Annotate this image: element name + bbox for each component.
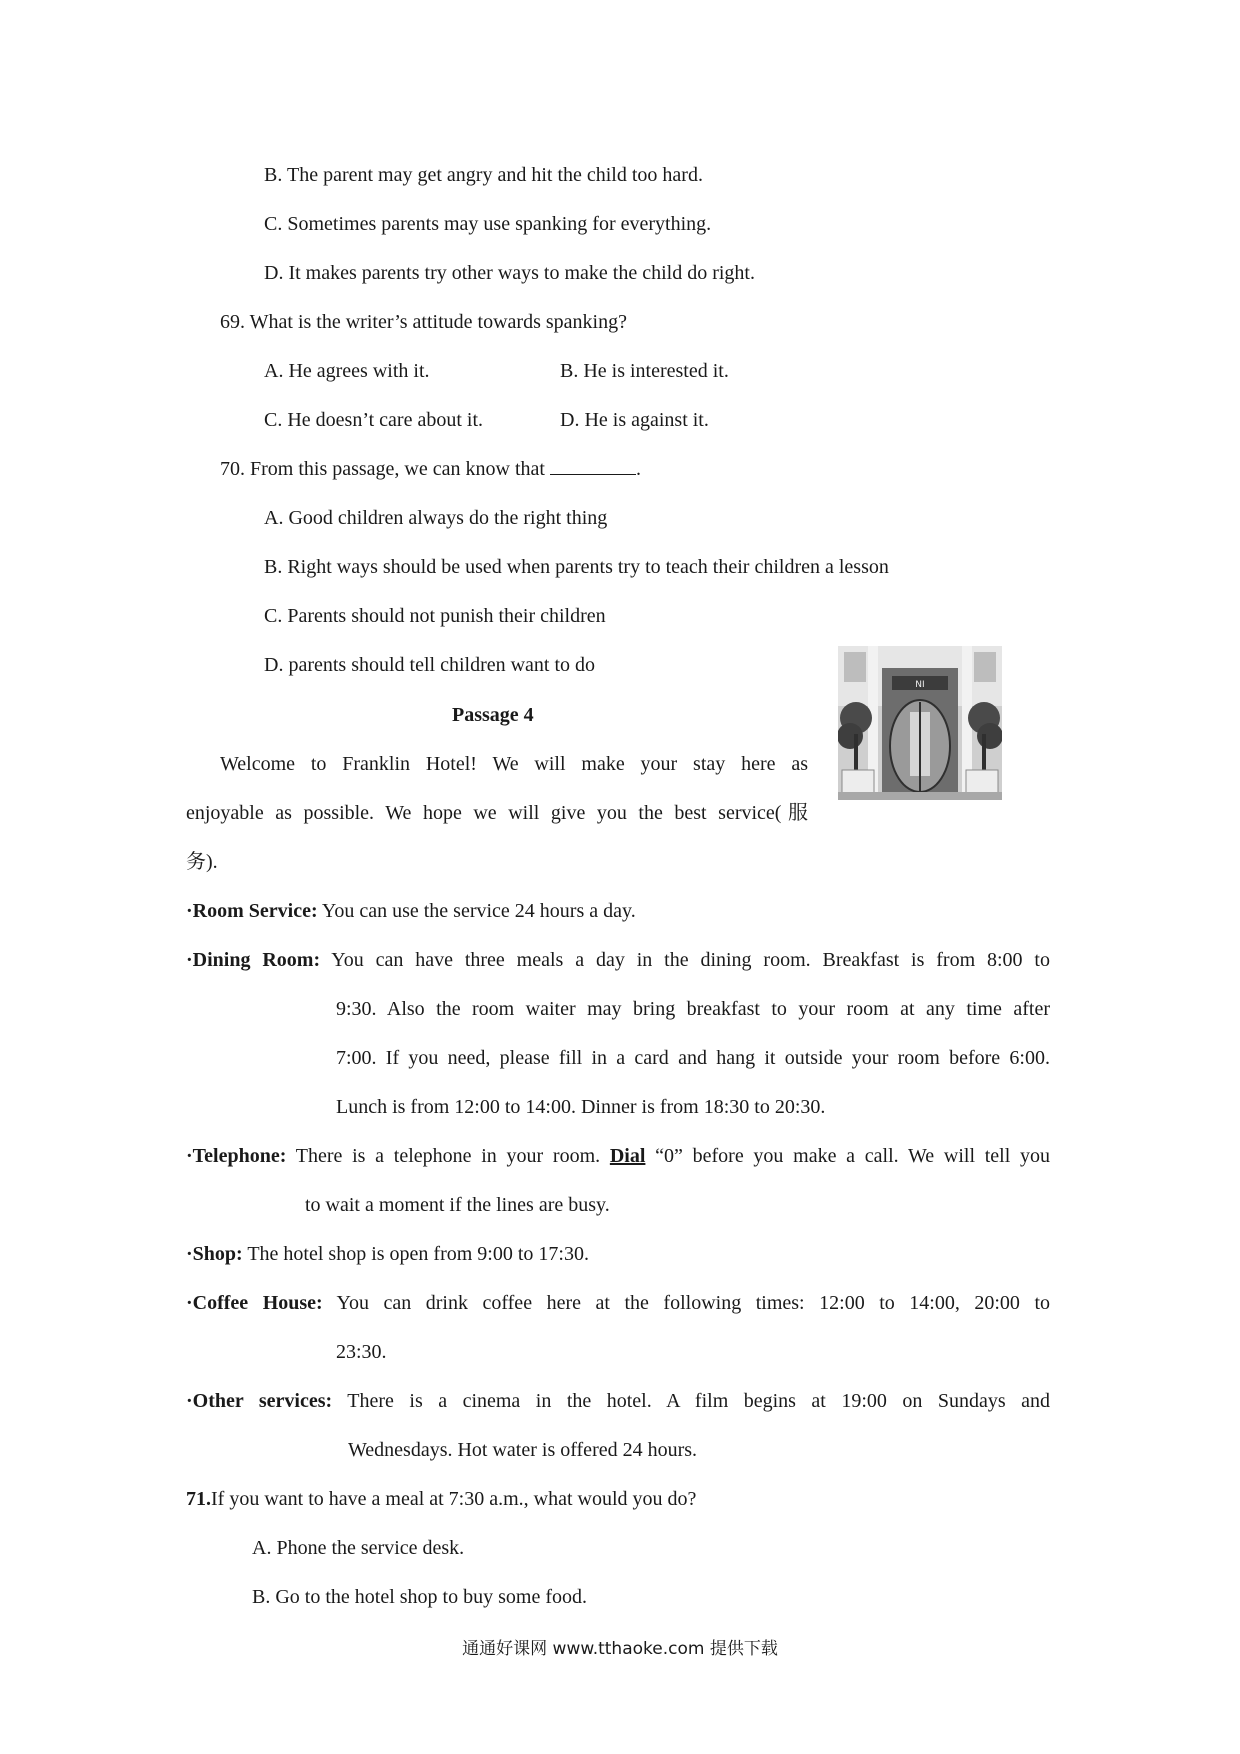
coffee-house-line-2: 23:30.: [336, 1341, 387, 1363]
telephone-label: ·Telephone:: [186, 1145, 287, 1167]
dining-room-line-3: 7:00. If you need, please fill in a card and hang it outside your room before 6:00.: [336, 1047, 1050, 1069]
other-services-line-1: There is a cinema in the hotel. A film begins at 19:00 on Sundays and: [332, 1390, 1050, 1412]
dining-room-label: ·Dining Room:: [186, 949, 321, 971]
q71-option-a: A. Phone the service desk.: [252, 1537, 465, 1559]
page-footer: 通通好课网 www.tthaoke.com 提供下载: [462, 1639, 778, 1659]
answer-blank: [550, 458, 636, 475]
shop-text: The hotel shop is open from 9:00 to 17:30.: [242, 1243, 589, 1265]
room-service-text: You can use the service 24 hours a day.: [317, 900, 636, 922]
q70-stem-text: 70. From this passage, we can know that: [220, 458, 550, 480]
dining-room-line-2: 9:30. Also the room waiter may bring breakfast to your room at any time after: [336, 998, 1050, 1020]
coffee-house-line-1: You can drink coffee here at the following times: 12:00 to 14:00, 20:00 to: [322, 1292, 1051, 1314]
q70-option-c: C. Parents should not punish their children: [264, 605, 606, 627]
q69-option-c: C. He doesn’t care about it.: [264, 409, 484, 431]
passage-title: Passage 4: [452, 704, 534, 726]
telephone-text-after: “0” before you make a call. We will tell you: [645, 1145, 1050, 1167]
coffee-house-item: [186, 1291, 1050, 1315]
q68-option-d: D. It makes parents try other ways to make the child do right.: [264, 262, 755, 284]
q71-stem: [186, 1487, 696, 1511]
coffee-house-label: ·Coffee House:: [186, 1292, 323, 1314]
q69-option-d: D. He is against it.: [560, 409, 709, 431]
q71-number: 71.: [186, 1488, 211, 1510]
q70-option-d: D. parents should tell children want to do: [264, 654, 596, 676]
q71-option-b: B. Go to the hotel shop to buy some food.: [252, 1586, 587, 1608]
dining-room-line-4: Lunch is from 12:00 to 14:00. Dinner is from 18:30 to 20:30.: [336, 1096, 826, 1118]
q69-option-a: A. He agrees with it.: [264, 360, 430, 382]
q68-option-c: C. Sometimes parents may use spanking for everything.: [264, 213, 712, 235]
shop-label: ·Shop:: [186, 1243, 243, 1265]
q70-stem: [220, 457, 641, 481]
dial-keyword: Dial: [609, 1145, 646, 1167]
room-service-label: ·Room Service:: [186, 900, 318, 922]
telephone-item: [186, 1144, 1050, 1168]
q68-option-b: B. The parent may get angry and hit the child too hard.: [264, 164, 703, 186]
q71-stem-text: If you want to have a meal at 7:30 a.m., what would you do?: [211, 1488, 697, 1510]
intro-line-1: Welcome to Franklin Hotel! We will make your stay here as: [220, 753, 808, 775]
q69-option-b: B. He is interested it.: [560, 360, 729, 382]
hotel-entrance-photo: [838, 646, 1002, 800]
q70-option-b: B. Right ways should be used when parents try to teach their children a lesson: [264, 556, 889, 578]
dining-room-item: [186, 948, 1050, 972]
q70-stem-end: .: [635, 458, 641, 480]
intro-line-3: 务).: [186, 851, 218, 873]
q69-stem: 69. What is the writer’s attitude towards spanking?: [220, 311, 627, 333]
other-services-line-2: Wednesdays. Hot water is offered 24 hours.: [348, 1439, 698, 1461]
room-service-item: [186, 899, 636, 923]
other-services-label: ·Other services:: [186, 1390, 333, 1412]
q70-option-a: A. Good children always do the right thing: [264, 507, 608, 529]
telephone-line-2: to wait a moment if the lines are busy.: [305, 1194, 610, 1216]
shop-item: [186, 1242, 589, 1266]
telephone-text-before: There is a telephone in your room.: [286, 1145, 610, 1167]
entrance-sign-text: NI: [915, 680, 925, 690]
other-services-item: [186, 1389, 1050, 1413]
intro-line-2: enjoyable as possible. We hope we will give you the best service(服: [186, 802, 808, 824]
dining-room-line-1: You can have three meals a day in the dining room. Breakfast is from 8:00 to: [320, 949, 1050, 971]
